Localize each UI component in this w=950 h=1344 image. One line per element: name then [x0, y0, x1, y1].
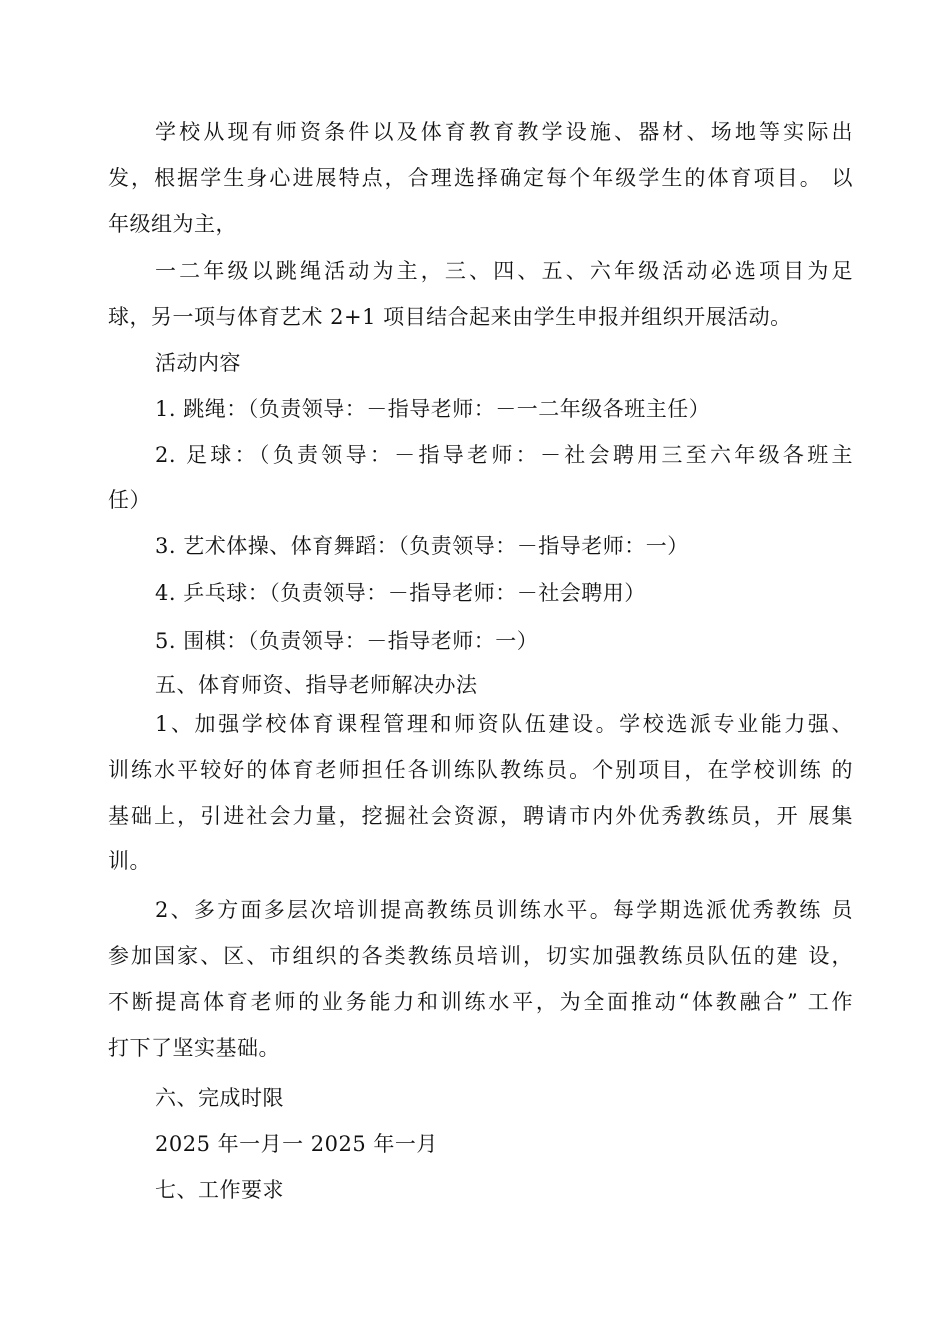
paragraph-training-line-1: 2、多方面多层次培训提高教练员训练水平。每学期选派优秀教练 员: [155, 898, 853, 922]
paragraph-training-line-4: 打下了坚实基础。: [108, 1036, 280, 1060]
paragraph-teachers-line-1: 1、加强学校体育课程管理和师资队伍建设。学校选派专业能力强、: [155, 712, 853, 736]
activity-item-jump-rope: 1. 跳绳：（负责领导：－指导老师：－一二年级各班主任）: [155, 397, 711, 421]
activity-item-football-line-2: 任）: [108, 488, 151, 512]
paragraph-grades-line-2: 球，另一项与体育艺术 2+1 项目结合起来由学生申报并组织开展活动。: [108, 305, 792, 329]
paragraph-grades-line-1: 一二年级以跳绳活动为主，三、四、五、六年级活动必选项目为足: [155, 259, 853, 283]
activity-item-table-tennis: 4. 乒乓球：（负责领导：－指导老师：－社会聘用）: [155, 581, 646, 605]
paragraph-intro-line-2: 发，根据学生身心进展特点，合理选择确定每个年级学生的体育项目。 以: [108, 166, 853, 190]
paragraph-teachers-line-3: 基础上，引进社会力量，挖掘社会资源，聘请市内外优秀教练员，开 展集: [108, 804, 853, 828]
paragraph-teachers-line-4: 训。: [108, 849, 151, 873]
heading-activity-content: 活动内容: [155, 351, 241, 375]
activity-item-go: 5. 围棋：（负责领导：－指导老师：一）: [155, 629, 539, 653]
heading-section-five: 五、体育师资、指导老师解决办法: [155, 673, 478, 697]
activity-item-gymnastics-dance: 3. 艺术体操、体育舞蹈：（负责领导：－指导老师：一）: [155, 534, 689, 558]
paragraph-training-line-2: 参加国家、区、市组织的各类教练员培训，切实加强教练员队伍的建 设，: [108, 944, 853, 968]
heading-section-seven: 七、工作要求: [155, 1178, 284, 1202]
time-limit-value: 2025 年一月一 2025 年一月: [155, 1132, 438, 1156]
activity-item-football-line-1: 2. 足球：（负责领导：－指导老师：－社会聘用三至六年级各班主: [155, 443, 853, 467]
paragraph-intro-line-3: 年级组为主，: [108, 212, 237, 236]
paragraph-training-line-3: 不断提高体育老师的业务能力和训练水平，为全面推动“体教融合” 工作: [108, 990, 853, 1014]
paragraph-teachers-line-2: 训练水平较好的体育老师担任各训练队教练员。个别项目，在学校训练 的: [108, 758, 853, 782]
heading-section-six: 六、完成时限: [155, 1086, 284, 1110]
paragraph-intro-line-1: 学校从现有师资条件以及体育教育教学设施、器材、场地等实际出: [155, 120, 853, 144]
